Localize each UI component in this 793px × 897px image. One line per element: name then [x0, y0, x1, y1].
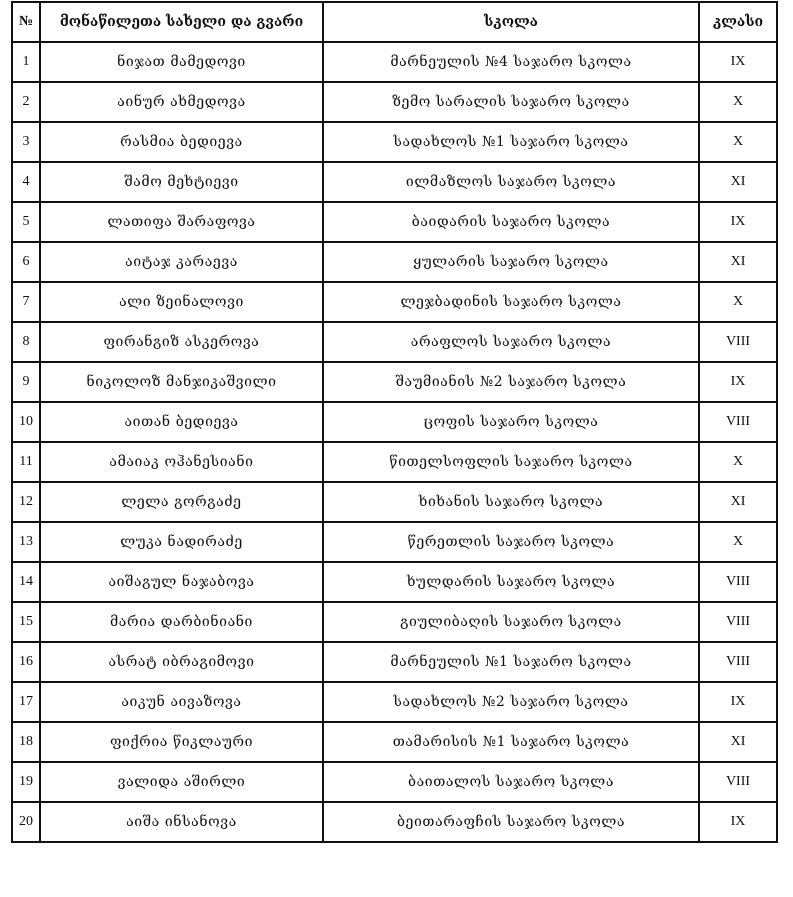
cell-grade: VIII — [699, 562, 777, 602]
cell-grade: IX — [699, 42, 777, 82]
cell-number: 16 — [12, 642, 40, 682]
cell-school: წერეთლის საჯარო სკოლა — [323, 522, 699, 562]
table-row — [12, 762, 777, 802]
table-row — [12, 442, 777, 482]
table-row — [12, 602, 777, 642]
cell-grade: X — [699, 522, 777, 562]
cell-grade: IX — [699, 682, 777, 722]
cell-school: ხიხანის საჯარო სკოლა — [323, 482, 699, 522]
cell-name: შამო მეხტიევი — [40, 162, 323, 202]
cell-name: აითან ბედიევა — [40, 402, 323, 442]
table-row — [12, 482, 777, 522]
cell-name: ლუკა ნადირაძე — [40, 522, 323, 562]
cell-number: 13 — [12, 522, 40, 562]
table-row — [12, 642, 777, 682]
cell-number: 9 — [12, 362, 40, 402]
cell-school: გიულიბაღის საჯარო სკოლა — [323, 602, 699, 642]
cell-school: ხულდარის საჯარო სკოლა — [323, 562, 699, 602]
cell-number: 10 — [12, 402, 40, 442]
cell-school: ყულარის საჯარო სკოლა — [323, 242, 699, 282]
cell-number: 4 — [12, 162, 40, 202]
cell-grade: XI — [699, 162, 777, 202]
table-row — [12, 722, 777, 762]
cell-school: მარნეულის №4 საჯარო სკოლა — [323, 42, 699, 82]
header-name: მონაწილეთა სახელი და გვარი — [40, 2, 323, 42]
cell-grade: X — [699, 282, 777, 322]
table-row — [12, 562, 777, 602]
cell-number: 8 — [12, 322, 40, 362]
cell-number: 2 — [12, 82, 40, 122]
cell-name: აინურ ახმედოვა — [40, 82, 323, 122]
cell-name: ნიკოლოზ მანჯიკაშვილი — [40, 362, 323, 402]
table-row — [12, 242, 777, 282]
table-row — [12, 322, 777, 362]
cell-number: 7 — [12, 282, 40, 322]
cell-school: ბაითალოს საჯარო სკოლა — [323, 762, 699, 802]
cell-name: ლელა გორგაძე — [40, 482, 323, 522]
cell-grade: IX — [699, 802, 777, 842]
cell-number: 3 — [12, 122, 40, 162]
cell-name: ამაიაკ ოჰანესიანი — [40, 442, 323, 482]
cell-name: აიკუნ აივაზოვა — [40, 682, 323, 722]
table-row — [12, 82, 777, 122]
cell-school: სადახლოს №1 საჯარო სკოლა — [323, 122, 699, 162]
cell-name: ნიჯათ მამედოვი — [40, 42, 323, 82]
cell-school: სადახლოს №2 საჯარო სკოლა — [323, 682, 699, 722]
table-row — [12, 362, 777, 402]
cell-name: ლათიფა შარაფოვა — [40, 202, 323, 242]
cell-number: 15 — [12, 602, 40, 642]
cell-grade: X — [699, 442, 777, 482]
cell-grade: IX — [699, 362, 777, 402]
cell-grade: VIII — [699, 322, 777, 362]
cell-name: ალი ზეინალოვი — [40, 282, 323, 322]
cell-grade: X — [699, 82, 777, 122]
cell-name: აიშა ინსანოვა — [40, 802, 323, 842]
cell-number: 1 — [12, 42, 40, 82]
cell-school: თამარისის №1 საჯარო სკოლა — [323, 722, 699, 762]
cell-name: ფირანგიზ ასკეროვა — [40, 322, 323, 362]
cell-grade: X — [699, 122, 777, 162]
cell-name: ვალიდა აშირლი — [40, 762, 323, 802]
table-row — [12, 282, 777, 322]
header-number: № — [12, 2, 40, 42]
cell-school: ლეჯბადინის საჯარო სკოლა — [323, 282, 699, 322]
cell-grade: VIII — [699, 642, 777, 682]
cell-school: შაუმიანის №2 საჯარო სკოლა — [323, 362, 699, 402]
cell-name: რასმია ბედიევა — [40, 122, 323, 162]
header-school: სკოლა — [323, 2, 699, 42]
cell-number: 18 — [12, 722, 40, 762]
cell-number: 5 — [12, 202, 40, 242]
table-row — [12, 682, 777, 722]
table-row — [12, 162, 777, 202]
cell-number: 12 — [12, 482, 40, 522]
cell-name: ასრატ იბრაგიმოვი — [40, 642, 323, 682]
cell-school: ზემო სარალის საჯარო სკოლა — [323, 82, 699, 122]
table-row — [12, 802, 777, 842]
cell-grade: XI — [699, 482, 777, 522]
cell-school: ილმაზლოს საჯარო სკოლა — [323, 162, 699, 202]
cell-school: წითელსოფლის საჯარო სკოლა — [323, 442, 699, 482]
table-row — [12, 522, 777, 562]
cell-grade: XI — [699, 722, 777, 762]
header-row — [12, 2, 777, 42]
cell-name: ფიქრია წიკლაური — [40, 722, 323, 762]
cell-school: ბაიდარის საჯარო სკოლა — [323, 202, 699, 242]
cell-number: 17 — [12, 682, 40, 722]
cell-school: არაფლოს საჯარო სკოლა — [323, 322, 699, 362]
table-row — [12, 42, 777, 82]
cell-name: მარია დარბინიანი — [40, 602, 323, 642]
cell-school: ბეითარაფჩის საჯარო სკოლა — [323, 802, 699, 842]
cell-grade: VIII — [699, 402, 777, 442]
cell-school: ცოფის საჯარო სკოლა — [323, 402, 699, 442]
cell-number: 11 — [12, 442, 40, 482]
cell-grade: VIII — [699, 602, 777, 642]
participants-table — [11, 1, 778, 843]
cell-number: 19 — [12, 762, 40, 802]
cell-name: აიტაჯ კარაევა — [40, 242, 323, 282]
cell-grade: VIII — [699, 762, 777, 802]
cell-name: აიშაგულ ნაჯაბოვა — [40, 562, 323, 602]
cell-grade: IX — [699, 202, 777, 242]
cell-number: 14 — [12, 562, 40, 602]
cell-number: 20 — [12, 802, 40, 842]
table-row — [12, 122, 777, 162]
table-row — [12, 202, 777, 242]
cell-grade: XI — [699, 242, 777, 282]
table-row — [12, 402, 777, 442]
header-grade: კლასი — [699, 2, 777, 42]
cell-school: მარნეულის №1 საჯარო სკოლა — [323, 642, 699, 682]
cell-number: 6 — [12, 242, 40, 282]
